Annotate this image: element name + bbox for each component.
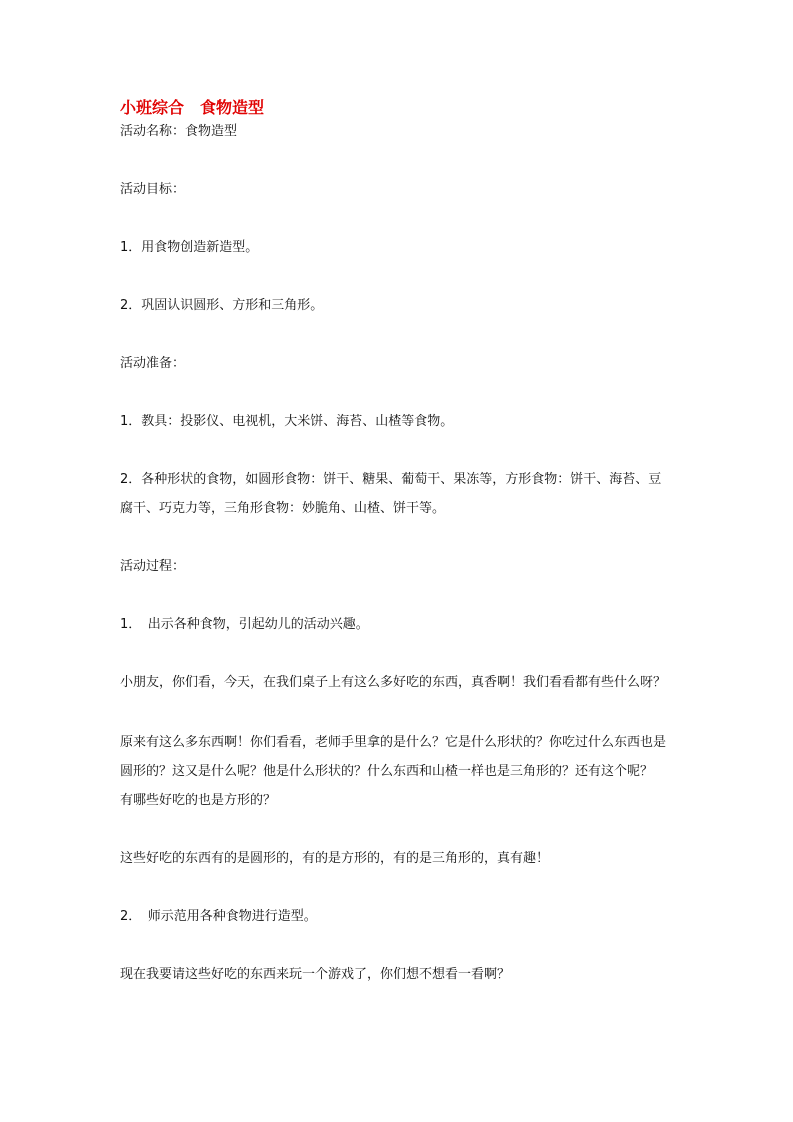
preparation-heading: 活动准备： xyxy=(120,356,186,371)
process-step-1: 1． 出示各种食物，引起幼儿的活动兴趣。 xyxy=(120,617,369,632)
process-heading: 活动过程： xyxy=(120,559,186,574)
paragraph-3: 这些好吃的东西有的是圆形的，有的是方形的，有的是三角形的，真有趣！ xyxy=(120,851,550,866)
paragraph-1: 小朋友，你们看，今天，在我们桌子上有这么多好吃的东西，真香啊！我们看看都有些什么呀？ xyxy=(120,675,667,690)
paragraph-2-line-3: 有哪些好吃的也是方形的？ xyxy=(120,793,277,808)
preparation-item-1: 1．教具：投影仪、电视机，大米饼、海苔、山楂等食物。 xyxy=(120,414,454,429)
paragraph-2-line-1: 原来有这么多东西啊！你们看看，老师手里拿的是什么？它是什么形状的？你吃过什么东西也是 xyxy=(120,735,667,750)
preparation-item-2-line-2: 腐干、巧克力等，三角形食物：妙脆角、山楂、饼干等。 xyxy=(120,501,446,516)
document-title: 小班综合 食物造型 xyxy=(120,98,265,117)
goals-heading: 活动目标： xyxy=(120,182,186,197)
paragraph-2-line-2: 圆形的？这又是什么呢？他是什么形状的？什么东西和山楂一样也是三角形的？还有这个呢？ xyxy=(120,764,654,779)
goal-item-2: 2．巩固认识圆形、方形和三角形。 xyxy=(120,298,324,313)
goal-item-1: 1．用食物创造新造型。 xyxy=(120,240,259,255)
paragraph-4: 现在我要请这些好吃的东西来玩一个游戏了，你们想不想看一看啊？ xyxy=(120,967,511,982)
process-step-2: 2． 师示范用各种食物进行造型。 xyxy=(120,909,317,924)
preparation-item-2-line-1: 2．各种形状的食物，如圆形食物：饼干、糖果、葡萄干、果冻等，方形食物：饼干、海苔、豆 xyxy=(120,472,662,487)
activity-name-line: 活动名称：食物造型 xyxy=(120,124,238,139)
